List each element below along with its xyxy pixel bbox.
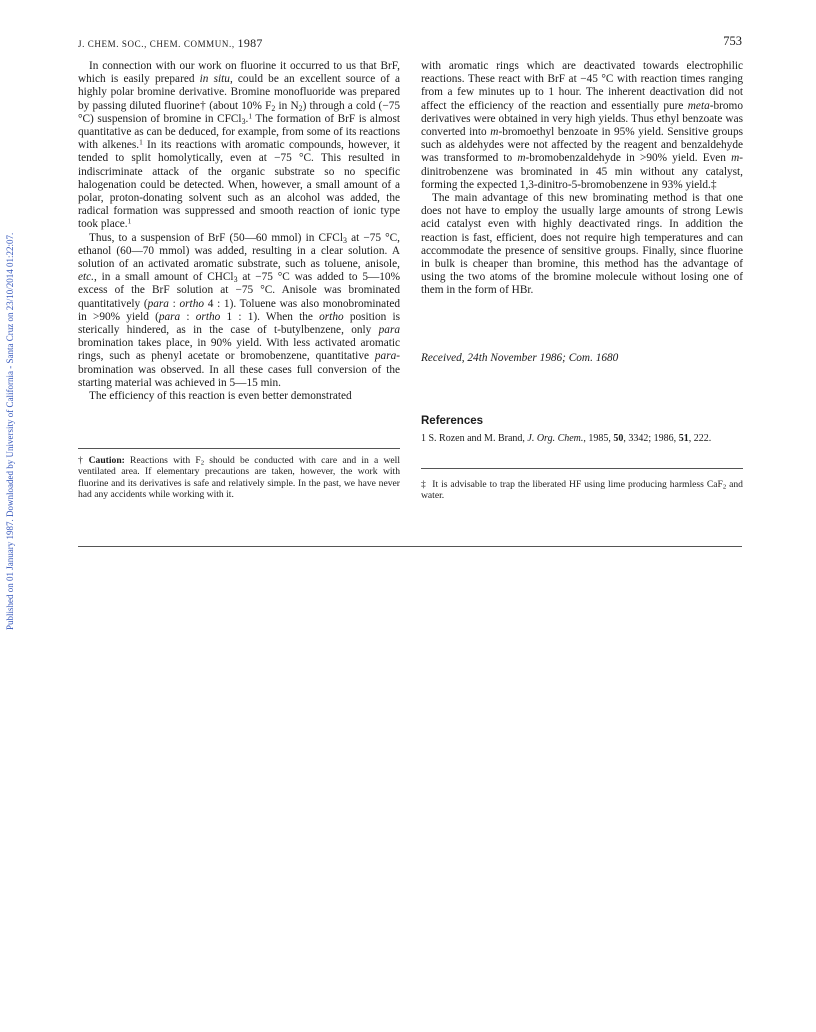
ref-citation[interactable]: 1 — [127, 217, 132, 227]
page-header — [78, 34, 742, 50]
journal-running-title: J. CHEM. SOC., CHEM. COMMUN., 1987 — [78, 36, 263, 50]
download-stamp: Published on 01 January 1987. Downloaded by University of California - Santa Cruz on 23/10/2014 01:22:07. — [5, 232, 15, 630]
paragraph-deactivated: with aromatic rings which are deactivated towards electrophilic reactions. These react with BrF at −45 °C with reaction times ranging from a few minutes up to 1 hour. The inherent deactivation did not affect the efficiency of the reaction and essentially pure meta-bromo derivatives were obtained in very high yields. Thus ethyl benzoate was converted into m-bromoethyl benzoate in 95% yield. Sensitive groups such as aldehydes were not affected by the reagent and benzaldehyde was transformed to m-bromobenzaldehyde in >90% yield. Even m-dinitrobenzene was brominated in 45 min without any catalyst, forming the expected 1,3-dinitro-5-bromobenzene in 93% yield.‡ — [421, 60, 743, 191]
footnote-divider-left — [78, 448, 400, 449]
left-column — [78, 60, 400, 403]
paragraph-intro: In connection with our work on fluorine it occurred to us that BrF, which is easily prepared in situ, could be an excellent source of a highly polar bromine derivative. Bromine monofluoride was prepared by passing diluted fluorine† (about 10% $F_2$ in $N_2$) through a cold (−75 °C) suspension of bromine in CFCl$_3$.$^1$ The formation of BrF is almost quantitative as can be deduced, for example, from some of its reactions with alkenes.$^1$ In its reactions with aromatic compounds, however, it tended to split homolytically, even at −75 °C. This resulted in indiscriminate attack of the organic substrate so no specific halogenation could be detected. When, however, a small amount of a polar, proton-donating solvent such as an alcohol was added, the radical formation was suppressed and smooth reaction of ionic type took place.$^1$ — [78, 60, 400, 231]
footnote-hf-trap: ‡ It is advisable to trap the liberated HF using lime producing harmless CaF$_2$ and water. — [421, 479, 743, 502]
paragraph-efficiency-start: The efficiency of this reaction is even better demonstrated — [89, 390, 352, 403]
footnote-mark-double-dagger[interactable]: ‡ — [710, 178, 717, 191]
page-bottom-rule — [78, 546, 742, 547]
right-column — [421, 60, 743, 298]
ref-citation[interactable]: 1 — [248, 111, 253, 121]
references-heading: References — [421, 415, 484, 427]
reference-item: 1 S. Rozen and M. Brand, J. Org. Chem., 1985, 50, 3342; 1986, 51, 222. — [421, 433, 712, 444]
paragraph-procedure: Thus, to a suspension of BrF (50—60 mmol) in CFCl$_3$ at −75 °C, ethanol (60—70 mmol) was added, resulting in a clear solution. A solution of an activated aromatic substrate, such as toluene, anisole, etc., in a small amount of CHCl$_3$ at −75 °C was added to 5—10% excess of the BrF solution at −75 °C. Anisole was brominated quantitatively (para : ortho 4 : 1). Toluene was also monobrominated in >90% yield (para : ortho 1 : 1). When the ortho position is sterically hindered, as in the case of t-butylbenzene, only para bromination takes place, in 90% yield. With less activated aromatic rings, such as phenyl acetate or bromobenzene, quantitative para-bromination was observed. In all these cases full conversion of the starting material was achieved in 5—15 min. — [78, 231, 401, 389]
ref-citation[interactable]: 1 — [139, 137, 143, 147]
page-number: 753 — [723, 34, 742, 48]
footnote-mark-dagger[interactable]: † — [199, 99, 207, 112]
footnote-caution: † Caution: Reactions with $F_2$ should be conducted with care and in a well ventilated area. If elementary precautions are taken, however, the work with fluorine and its derivatives is safe and relatively simple. In the past, we have never had any accidents while working with it. — [78, 455, 401, 500]
paragraph-advantages: The main advantage of this new brominating method is that one does not have to employ the usually large amounts of strong Lewis acid catalyst even with highly deactivated rings. In addition the reaction is fast, efficient, does not require high temperatures and can accommodate the presence of sensitive groups. Finally, since fluorine in bulk is cheaper than bromine, this method has the advantage of using the two atoms of the bromine molecule without losing one of them in the form of HBr. — [421, 192, 743, 297]
received-date: Received, 24th November 1986; Com. 1680 — [421, 352, 619, 364]
footnote-divider-right — [421, 468, 743, 469]
journal-year: 1987 — [237, 36, 263, 50]
